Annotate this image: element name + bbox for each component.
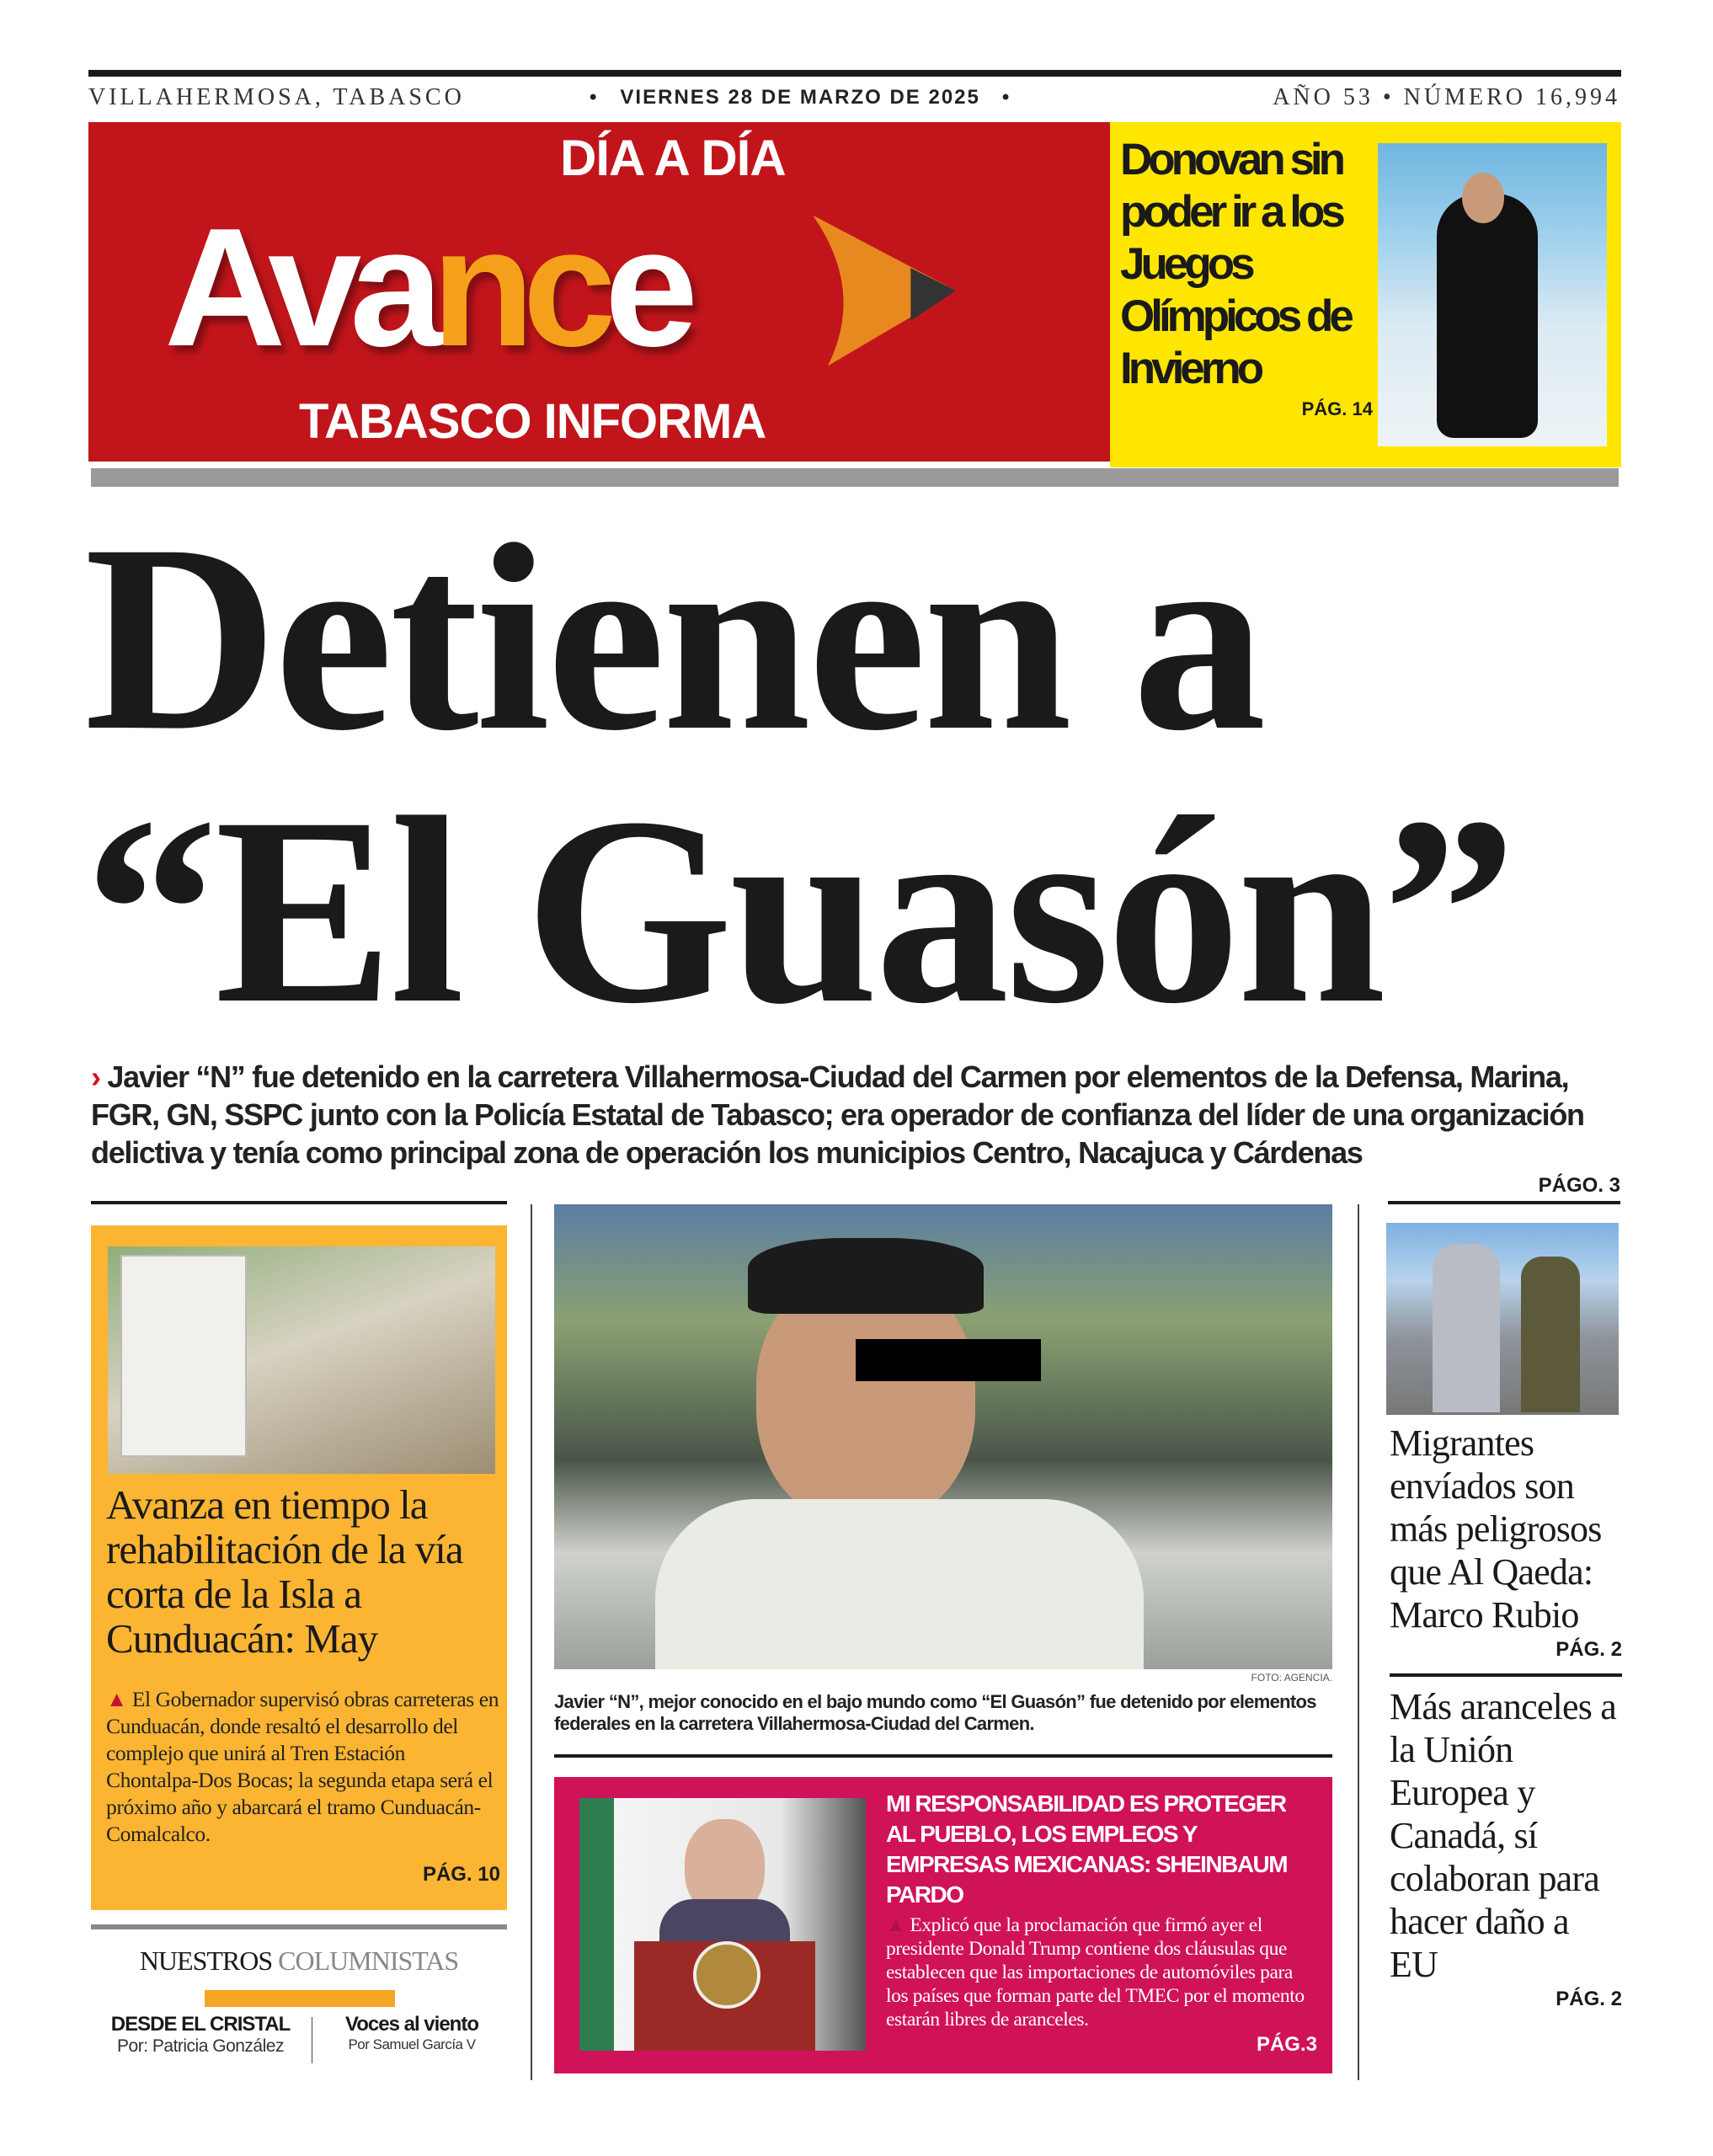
main-headline-line1: Detienen a	[84, 489, 1263, 786]
deck-text: Javier “N” fue detenido en la carretera Villahermosa-Ciudad del Carmen por elementos de la Defensa, Marina, FGR, GN, SSPC junto con la Policía Estatal de Tabasco; era operador de confianza del líder de una organización delictiva y tenía como principal zona de operación los municipios Centro, Nacajuca y Cárdenas	[91, 1059, 1584, 1170]
rule	[554, 1754, 1332, 1758]
columnist-item[interactable]	[318, 2013, 505, 2053]
column-divider	[531, 1204, 532, 2080]
left-story-body	[106, 1686, 500, 1848]
title-part: NUESTROS	[139, 1945, 273, 1976]
pink-story-box[interactable]	[554, 1777, 1332, 2073]
masthead-divider	[91, 468, 1619, 487]
soldier-figure	[1521, 1257, 1580, 1412]
teaser-headline: Donovan sin poder ir a los Juegos Olímpicos de Invierno	[1120, 135, 1350, 393]
teaser-box[interactable]	[1110, 122, 1621, 467]
dateline-city: VILLAHERMOSA, TABASCO	[88, 84, 465, 110]
right-story-photo[interactable]	[1386, 1223, 1619, 1415]
body-text: El Gobernador supervisó obras carreteras en Cunduacán, donde resaltó el desarrollo del complejo que unirá al Tren Estación Chontalpa-Dos Bocas; la segunda etapa será el próximo año y abarcará el tramo Cunduacán-Comalcalco.	[106, 1687, 499, 1846]
top-rule	[88, 70, 1621, 77]
rule	[1390, 1673, 1622, 1677]
suspect-hair	[748, 1238, 984, 1314]
logo-part: Ava	[164, 194, 432, 382]
left-story-page: PÁG. 10	[422, 1863, 500, 1886]
title-part: COLUMNISTAS	[278, 1945, 459, 1976]
suspect-shirt	[655, 1499, 1144, 1669]
main-headline-line2: “El Guasón”	[84, 762, 1513, 1059]
bullet: •	[590, 86, 599, 109]
pink-story-headline: MI RESPONSABILIDAD ES PROTEGER AL PUEBLO, LOS EMPLEOS Y EMPRESAS MEXICANAS: SHEINBAUM PARDO	[886, 1790, 1288, 1908]
rule	[91, 1201, 507, 1204]
columnists-title	[91, 1945, 507, 1977]
triangle-icon: ▲	[106, 1687, 127, 1711]
masthead-tagline-top: DÍA A DÍA	[560, 130, 786, 186]
rule	[91, 1924, 507, 1929]
rule	[1388, 1201, 1620, 1204]
pink-story-page: PÁG.3	[1256, 2033, 1317, 2056]
migrant-figure	[1433, 1244, 1500, 1412]
right-stories	[1390, 1422, 1622, 2011]
right-story-page: PÁG. 2	[1556, 1988, 1622, 2010]
skater-figure	[1437, 194, 1538, 438]
project-sign	[120, 1255, 247, 1457]
left-story-headline: Avanza en tiempo la rehabilitación de la vía corta de la Isla a Cunduacán: May	[106, 1481, 463, 1662]
columnists-bar	[205, 1990, 395, 2007]
pink-story-photo	[579, 1798, 866, 2051]
chevron-right-icon: ›	[91, 1059, 100, 1094]
bullet: •	[1001, 86, 1011, 109]
masthead-logo	[164, 191, 686, 385]
columnist-author: Por Samuel García V	[348, 2036, 476, 2052]
teaser-page: PÁG. 14	[1301, 398, 1373, 419]
left-story-photo	[108, 1246, 495, 1474]
triangle-icon: ▲	[886, 1914, 905, 1936]
right-story-headline[interactable]: Migrantes envíados son más peligrosos que Al Qaeda: Marco Rubio	[1390, 1422, 1602, 1636]
pencil-arrow-icon	[813, 215, 956, 366]
masthead[interactable]	[88, 122, 1110, 462]
censor-bar	[856, 1339, 1041, 1381]
right-story-page: PÁG. 2	[1556, 1638, 1622, 1661]
pink-story-body	[886, 1913, 1317, 2031]
columnist-item[interactable]	[94, 2013, 307, 2057]
main-photo[interactable]	[554, 1204, 1332, 1669]
main-page: PÁGO. 3	[1538, 1174, 1620, 1197]
right-story-headline[interactable]: Más aranceles a la Unión Europea y Canadá, sí colaboran para hacer daño a EU	[1390, 1686, 1616, 1985]
left-story-text	[106, 1482, 500, 1886]
photo-credit: FOTO: AGENCIA.	[1251, 1672, 1332, 1684]
teaser-photo	[1378, 143, 1607, 446]
pink-story-text	[886, 1789, 1317, 2057]
main-deck	[91, 1058, 1624, 1171]
main-photo-caption: Javier “N”, mejor conocido en el bajo mundo como “El Guasón” fue detenido por elementos federales en la carretera Villahermosa-Ciudad del Carmen.	[554, 1691, 1316, 1734]
dateline-date	[590, 86, 1011, 109]
column-divider	[1358, 1204, 1359, 2080]
columnist-name: Voces al viento	[345, 2013, 478, 2036]
logo-part-orange: nc	[431, 194, 605, 382]
date-text: VIERNES 28 DE MARZO DE 2025	[620, 86, 980, 109]
columnist-author: Por: Patricia González	[117, 2036, 284, 2056]
dateline-edition: AÑO 53 • NÚMERO 16,994	[1273, 84, 1620, 110]
seal-icon	[693, 1941, 760, 2009]
teaser-text	[1120, 134, 1373, 420]
body-text: Explicó que la proclamación que firmó ayer el presidente Donald Trump contiene dos cláusulas que establecen que las importaciones de automóviles para los países que forman parte del TMEC por el momento estarán libres de aranceles.	[886, 1914, 1305, 2031]
skater-head	[1462, 173, 1504, 223]
left-story-box[interactable]	[91, 1225, 507, 1910]
columnist-name: DESDE EL CRISTAL	[110, 2013, 291, 2036]
masthead-tagline-bottom: TABASCO INFORMA	[299, 394, 766, 449]
logo-part: e	[604, 194, 687, 382]
